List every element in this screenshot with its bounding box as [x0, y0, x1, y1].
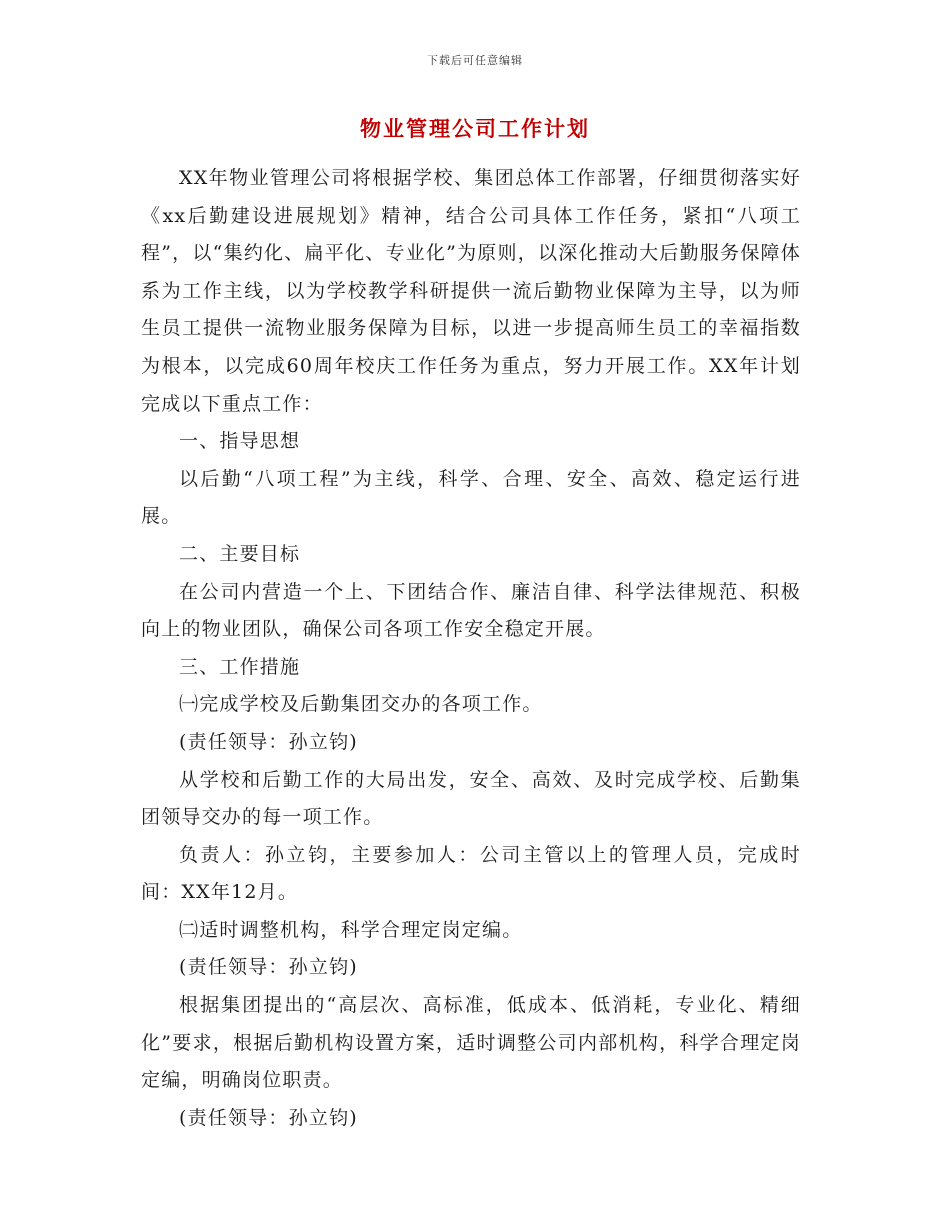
measure-1-responsible-leader: (责任领导：孙立钧) [179, 730, 358, 753]
measure-2-description: 根据集团提出的“高层次、高标准，低成本、低消耗，专业化、精细化”要求，根据后勤机构设置方案，适时调整公司内部机构，科学合理定岗定编，明确岗位职责。 [141, 994, 801, 1092]
document-body [141, 160, 801, 1137]
measure-2-heading: ㈡适时调整机构，科学合理定岗定编。 [179, 918, 523, 941]
measure-3-responsible-leader: (责任领导：孙立钧) [179, 1106, 358, 1129]
section-heading-guiding-ideology: 一、指导思想 [179, 430, 301, 453]
intro-paragraph: XX年物业管理公司将根据学校、集团总体工作部署，仔细贯彻落实好《xx后勤建设进展规划》精神，结合公司具体工作任务，紧扣“八项工程”，以“集约化、扁平化、专业化”为原则，以深化推动大后勤服务保障体系为工作主线，以为学校教学科研提供一流后勤物业保障为主导，以为师生员工提供一流物业服务保障为目标，以进一步提高师生员工的幸福指数为根本，以完成60周年校庆工作任务为重点，努力开展工作。XX年计划完成以下重点工作： [141, 167, 801, 415]
measure-1-heading: ㈠完成学校及后勤集团交办的各项工作。 [179, 693, 543, 716]
page-header-note: 下载后可任意编辑 [427, 54, 523, 67]
measure-1-description: 从学校和后勤工作的大局出发，安全、高效、及时完成学校、后勤集团领导交办的每一项工作。 [141, 768, 801, 829]
measure-1-owner-timeline: 负责人：孙立钧，主要参加人：公司主管以上的管理人员，完成时间：XX年12月。 [141, 843, 801, 904]
measure-2-responsible-leader: (责任领导：孙立钧) [179, 956, 358, 979]
section-heading-main-goals: 二、主要目标 [179, 542, 301, 565]
guiding-ideology-paragraph: 以后勤“八项工程”为主线，科学、合理、安全、高效、稳定运行进展。 [141, 467, 801, 528]
section-heading-work-measures: 三、工作措施 [179, 655, 301, 678]
document-title: 物业管理公司工作计划 [360, 116, 590, 141]
main-goals-paragraph: 在公司内营造一个上、下团结合作、廉洁自律、科学法律规范、积极向上的物业团队，确保公司各项工作安全稳定开展。 [141, 580, 801, 641]
